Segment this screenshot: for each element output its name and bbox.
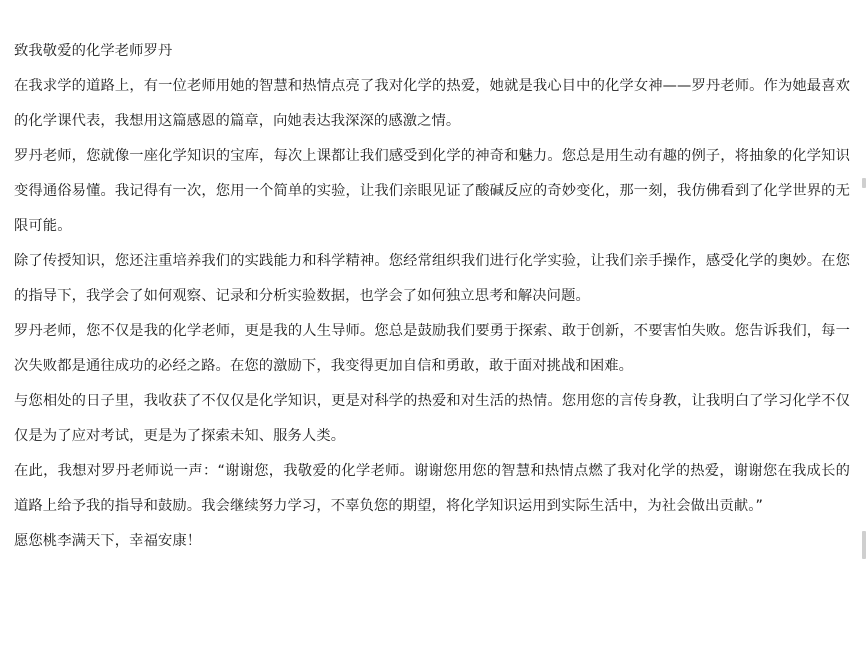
paragraph-5: 与您相处的日子里，我收获了不仅仅是化学知识，更是对科学的热爱和对生活的热情。您用您的言传身教，让我明白了学习化学不仅仅是为了应对考试，更是为了探索未知、服务人类。 bbox=[14, 393, 850, 444]
paragraph-1: 在我求学的道路上，有一位老师用她的智慧和热情点亮了我对化学的热爱，她就是我心目中的化学女神——罗丹老师。作为她最喜欢的化学课代表，我想用这篇感恩的篇章，向她表达我深深的感激之情。 bbox=[14, 78, 850, 129]
paragraph-6: 在此，我想对罗丹老师说一声：“谢谢您，我敬爱的化学老师。谢谢您用您的智慧和热情点燃了我对化学的热爱，谢谢您在我成长的道路上给予我的指导和鼓励。我会继续努力学习，不辜负您的期望，将化学知识运用到实际生活中，为社会做出贡献。” bbox=[14, 463, 850, 514]
paragraph-4: 罗丹老师，您不仅是我的化学老师，更是我的人生导师。您总是鼓励我们要勇于探索、敢于创新，不要害怕失败。您告诉我们，每一次失败都是通往成功的必经之路。在您的激励下，我变得更加自信和勇敢，敢于面对挑战和困难。 bbox=[14, 323, 850, 374]
document-body bbox=[14, 34, 850, 559]
scrollbar-marker-top[interactable] bbox=[862, 178, 866, 188]
scrollbar-marker-bottom[interactable] bbox=[862, 531, 866, 559]
paragraph-2: 罗丹老师，您就像一座化学知识的宝库，每次上课都让我们感受到化学的神奇和魅力。您总是用生动有趣的例子，将抽象的化学知识变得通俗易懂。我记得有一次，您用一个简单的实验，让我们亲眼见证了酸碱反应的奇妙变化，那一刻，我仿佛看到了化学世界的无限可能。 bbox=[14, 148, 850, 234]
document-title: 致我敬爱的化学老师罗丹 bbox=[14, 43, 173, 59]
closing-line: 愿您桃李满天下，幸福安康！ bbox=[14, 533, 202, 549]
paragraph-3: 除了传授知识，您还注重培养我们的实践能力和科学精神。您经常组织我们进行化学实验，让我们亲手操作，感受化学的奥妙。在您的指导下，我学会了如何观察、记录和分析实验数据，也学会了如何独立思考和解决问题。 bbox=[14, 253, 850, 304]
